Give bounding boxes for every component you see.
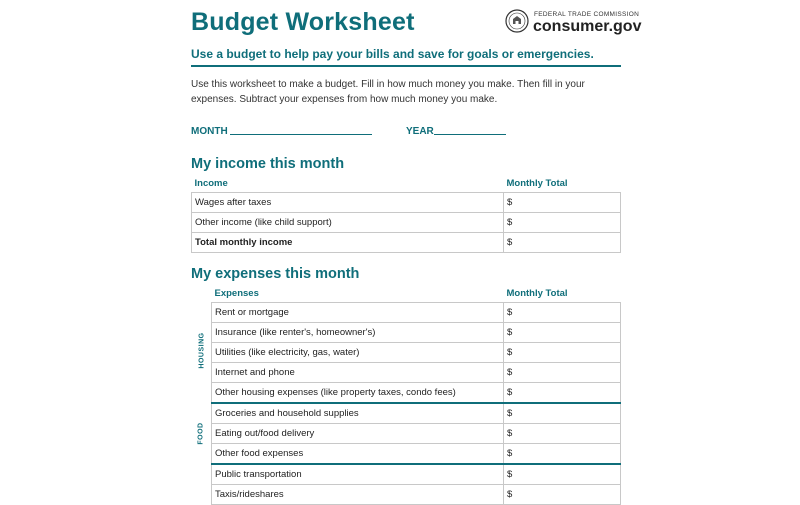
expense-row-label: Groceries and household supplies [212,403,504,424]
expense-row-label: Eating out/food delivery [212,424,504,444]
income-col-header: Income [192,174,504,193]
table-row [212,424,621,444]
header-divider [191,65,621,67]
month-label: MONTH [191,126,228,137]
expense-row-label: Other housing expenses (like property taxes, condo fees) [212,383,504,404]
table-row [192,213,621,233]
expense-row-value[interactable]: $ [504,464,621,485]
table-row [192,233,621,253]
income-table [191,174,621,253]
food-group-label: FOOD [197,422,205,445]
table-row [212,363,621,383]
income-total-label: Total monthly income [192,233,504,253]
intro-paragraph: Use this worksheet to make a budget. Fill in how much money you make. Then fill in your expenses. Subtract your expenses from how much money you make. [191,79,585,105]
ftc-seal-icon [505,9,529,33]
expense-row-label: Other food expenses [212,444,504,465]
year-label: YEAR [406,126,434,137]
expense-row-value[interactable]: $ [504,323,621,343]
expense-row-value[interactable]: $ [504,403,621,424]
expense-row-value[interactable]: $ [504,485,621,505]
expense-row-value[interactable]: $ [504,343,621,363]
expense-row-label: Rent or mortgage [212,303,504,323]
expense-row-label: Utilities (like electricity, gas, water) [212,343,504,363]
table-row [212,303,621,323]
income-total-value[interactable]: $ [504,233,621,253]
expense-row-value[interactable]: $ [504,303,621,323]
year-input-line[interactable] [434,134,506,135]
table-row [212,403,621,424]
table-row [212,444,621,465]
subtitle: Use a budget to help pay your bills and save for goals or emergencies. [191,47,594,61]
expenses-total-col-header: Monthly Total [504,284,621,303]
expense-row-label: Internet and phone [212,363,504,383]
expenses-heading: My expenses this month [191,266,360,282]
logo-agency-text: FEDERAL TRADE COMMISSION [534,11,640,18]
expense-row-value[interactable]: $ [504,383,621,404]
expense-row-value[interactable]: $ [504,444,621,465]
income-row-label: Other income (like child support) [192,213,504,233]
income-header-row [192,174,621,193]
table-row [212,323,621,343]
expenses-table [211,284,621,505]
table-row [212,383,621,404]
income-row-value[interactable]: $ [504,193,621,213]
income-row-value[interactable]: $ [504,213,621,233]
expenses-header-row [212,284,621,303]
month-input-line[interactable] [230,134,372,135]
expenses-col-header: Expenses [212,284,504,303]
table-row [192,193,621,213]
table-row [212,343,621,363]
page-title: Budget Worksheet [191,8,415,36]
expense-row-label: Insurance (like renter's, homeowner's) [212,323,504,343]
table-row [212,485,621,505]
table-row [212,464,621,485]
income-row-label: Wages after taxes [192,193,504,213]
expense-row-value[interactable]: $ [504,363,621,383]
housing-group-label: HOUSING [198,332,206,369]
income-heading: My income this month [191,156,345,172]
income-total-col-header: Monthly Total [504,174,621,193]
expense-row-value[interactable]: $ [504,424,621,444]
expense-row-label: Taxis/rideshares [212,485,504,505]
expense-row-label: Public transportation [212,464,504,485]
logo-site-text: consumer.gov [533,18,642,35]
